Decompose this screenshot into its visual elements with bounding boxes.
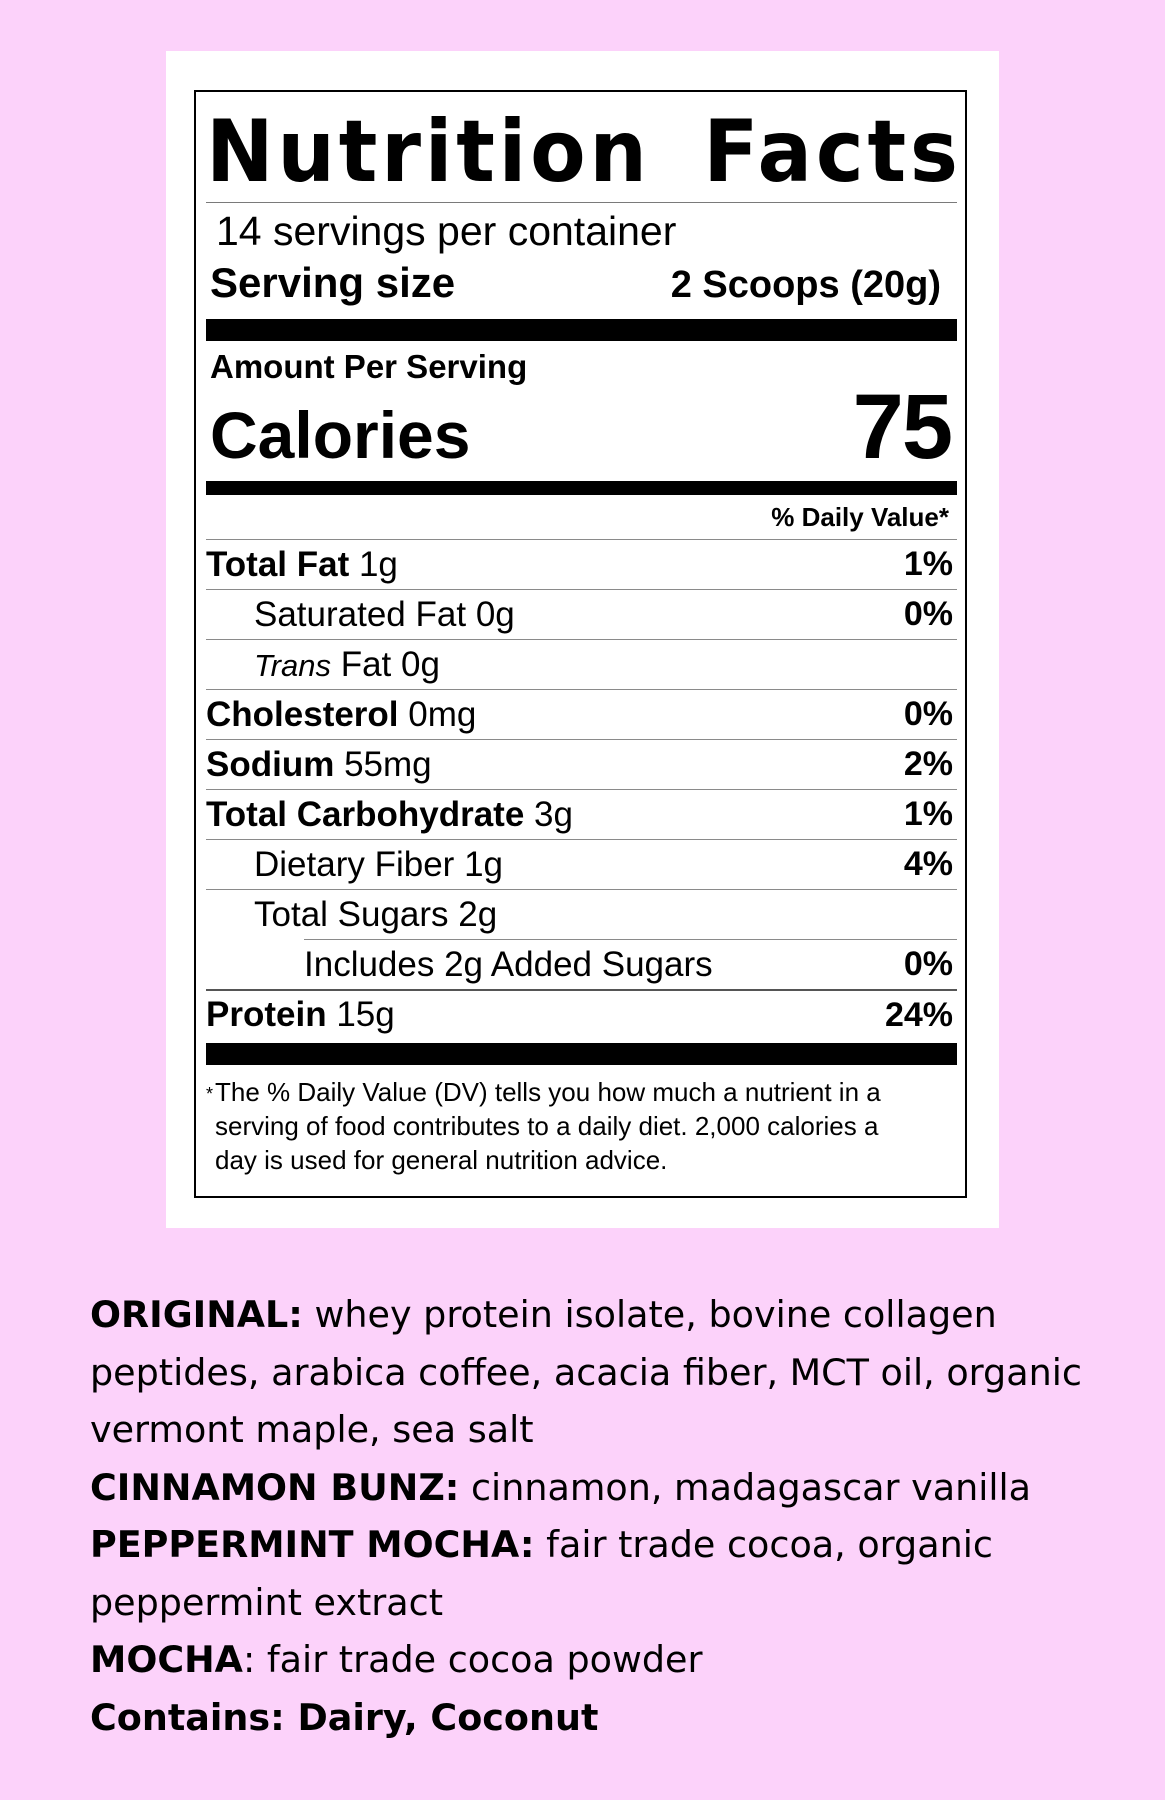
nutrient-amount: 0mg: [408, 694, 477, 734]
nutrient-name: Includes 2g Added Sugars: [304, 944, 713, 984]
nutrient-row-dietary-fiber: [206, 839, 957, 889]
nutrient-name: Total Sugars: [254, 894, 449, 934]
servings-per-container: 14 servings per container: [216, 208, 677, 254]
nutrient-dv: 1%: [903, 795, 953, 833]
flavor-label: MOCHA: [90, 1638, 243, 1681]
nutrient-row-cholesterol: [206, 689, 957, 739]
footnote-text: The % Daily Value (DV) tells you how much a nutrient in a serving of food contributes to a daily diet. 2,000 calories a day is used for general nutrition advice.: [215, 1077, 881, 1175]
nutrient-row-protein: [206, 989, 957, 1039]
thick-divider: [206, 319, 957, 341]
flavor-ingredients: fair trade cocoa, organic peppermint extract: [90, 1523, 993, 1624]
nutrient-name: Dietary Fiber: [254, 844, 455, 884]
nutrient-dv: 4%: [903, 845, 953, 883]
nutrient-dv: 24%: [884, 995, 953, 1034]
calories-value: 75: [852, 376, 951, 478]
nutrient-amount: 15g: [336, 995, 395, 1034]
nutrient-name: Saturated Fat: [254, 594, 467, 634]
calories-label: Calories: [210, 398, 471, 472]
nutrient-amount: 1g: [464, 844, 503, 884]
flavor-label: CINNAMON BUNZ:: [90, 1465, 460, 1509]
divider: [206, 202, 957, 203]
nutrient-dv: 2%: [903, 745, 953, 783]
nutrient-amount: 0g: [475, 594, 515, 634]
nutrient-dv: 0%: [903, 945, 953, 983]
medium-divider: [206, 481, 957, 495]
ingredient-peppermint-mocha: [90, 1516, 1130, 1631]
nutrient-amount: 55mg: [344, 744, 432, 784]
nutrient-row-trans-fat: [206, 639, 957, 689]
flavor-ingredients: : fair trade cocoa powder: [242, 1638, 703, 1681]
flavor-ingredients: cinnamon, madagascar vanilla: [459, 1465, 1032, 1509]
ingredient-original: [90, 1286, 1130, 1459]
allergen-statement: [90, 1689, 1130, 1747]
flavor-ingredients: whey protein isolate, bovine collagen peptides, arabica coffee, acacia fiber, MCT oil, organic vermont maple, sea salt: [90, 1293, 1082, 1451]
serving-size-label: Serving size: [210, 259, 456, 306]
nutrient-name: Sodium: [206, 744, 335, 784]
nutrition-facts-panel: [194, 90, 967, 1198]
nutrient-row-total-carbohydrate: [206, 789, 957, 839]
nutrient-amount: 3g: [534, 794, 573, 834]
nutrient-amount: 1g: [358, 544, 398, 584]
contains-text: Contains: Dairy, Coconut: [90, 1695, 599, 1739]
nutrient-amount: 2g: [458, 894, 498, 934]
daily-value-footnote: [206, 1065, 957, 1177]
nutrient-row-total-fat: [206, 539, 957, 589]
nutrition-label-card: [166, 51, 999, 1228]
nutrient-row-added-sugars: [304, 939, 957, 989]
nutrient-name: Total Carbohydrate: [206, 794, 525, 834]
amount-per-serving: Amount Per Serving: [210, 348, 528, 385]
flavor-label: PEPPERMINT MOCHA:: [90, 1523, 535, 1566]
nutrient-row-saturated-fat: [206, 589, 957, 639]
serving-size-row: [206, 255, 957, 313]
nutrient-dv: 0%: [903, 695, 953, 733]
nutrient-name: Total Fat: [206, 544, 350, 584]
nutrient-dv: 0%: [903, 595, 953, 633]
bottom-thick-divider: [206, 1043, 957, 1065]
nutrient-name: Cholesterol: [206, 694, 399, 734]
nutrient-row-total-sugars: [206, 889, 957, 939]
calories-row: [206, 376, 957, 478]
nutrient-name: Trans: [254, 647, 331, 683]
nutrition-facts-title: Nutrition Facts: [206, 102, 962, 202]
ingredient-mocha: [90, 1631, 1130, 1689]
daily-value-header: % Daily Value*: [771, 502, 949, 532]
serving-size-value: 2 Scoops (20g): [670, 264, 941, 306]
footnote-asterisk: *: [206, 1084, 214, 1104]
nutrient-row-sodium: [206, 739, 957, 789]
nutrient-dv: 1%: [903, 545, 953, 583]
ingredient-cinnamon-bunz: [90, 1459, 1130, 1517]
nutrient-name: Protein: [206, 995, 327, 1034]
nutrient-amount: Fat 0g: [340, 644, 440, 684]
ingredients-section: [90, 1286, 1130, 1746]
flavor-label: ORIGINAL:: [90, 1293, 303, 1336]
